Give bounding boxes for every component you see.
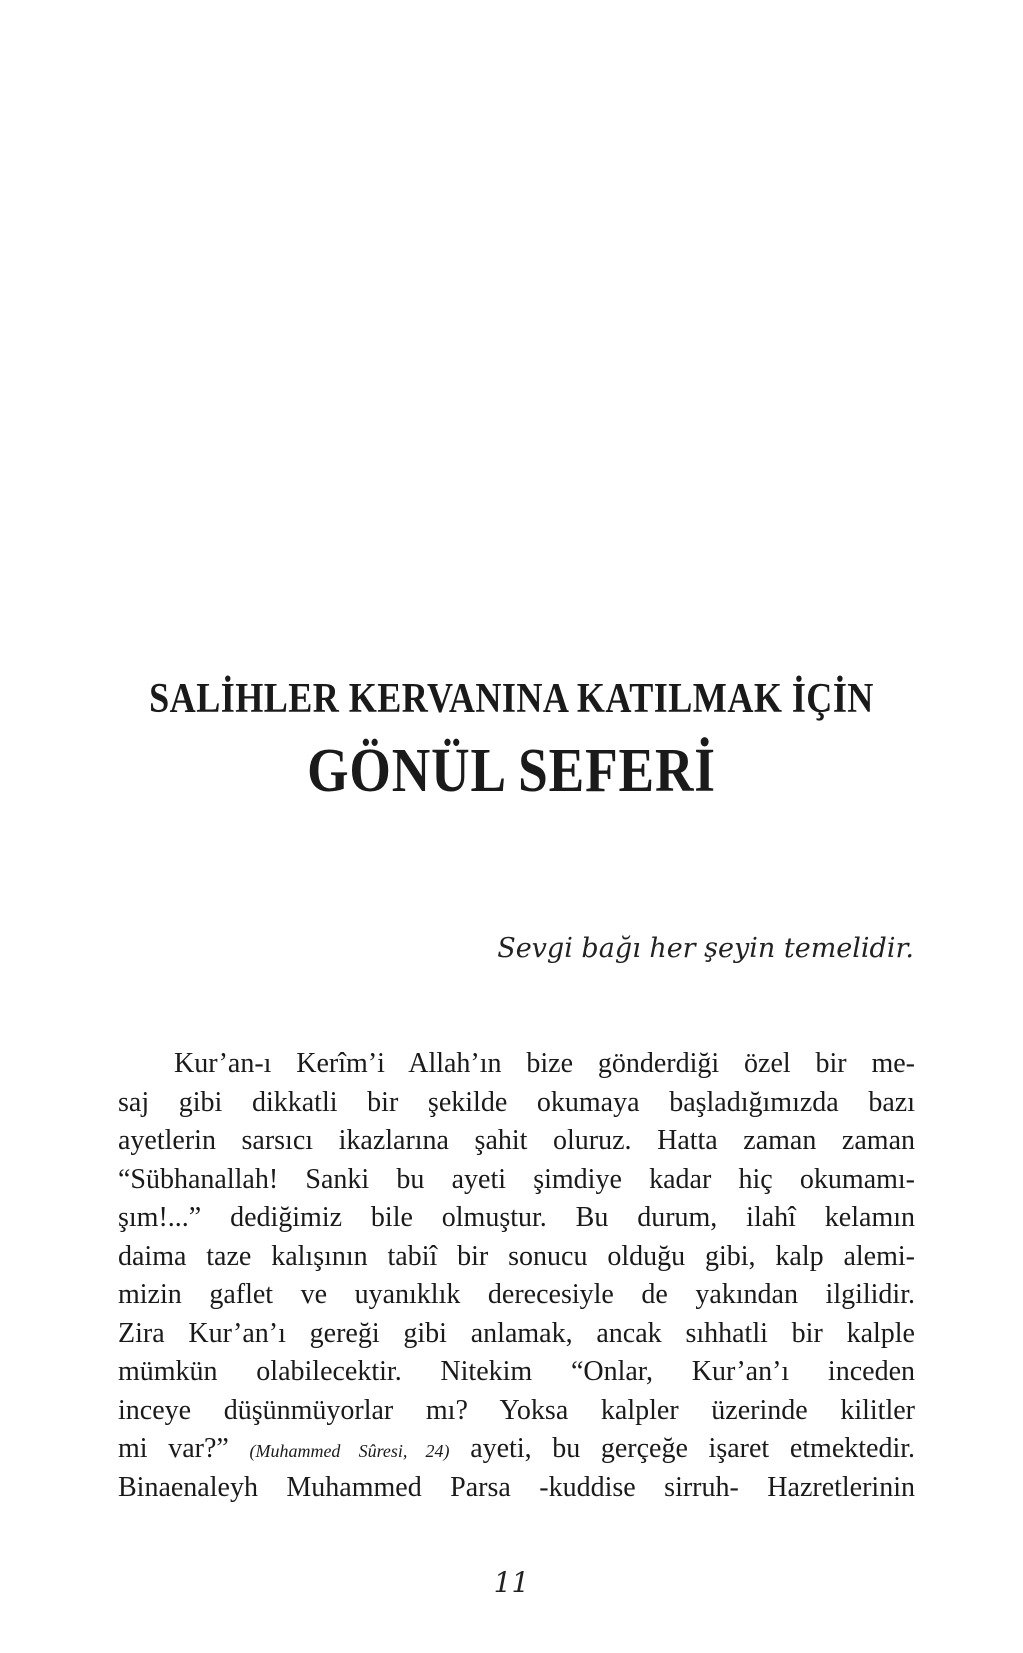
body-line: Kur’an-ı Kerîm’i Allah’ın bize gönderdiği özel bir me- (174, 1048, 915, 1079)
body-line: ayetlerin sarsıcı ikazlarına şahit oluruz. Hatta zaman zaman (118, 1125, 915, 1156)
verse-reference: (Muhammed Sûresi, 24) (249, 1441, 450, 1461)
body-line: şım!...” dediğimiz bile olmuştur. Bu durum, ilahî kelamın (118, 1202, 915, 1233)
chapter-title-line-2: GÖNÜL SEFERİ (307, 737, 716, 805)
chapter-title-line-1: SALİHLER KERVANINA KATILMAK İÇİN (149, 676, 874, 722)
page-number: 11 (493, 1566, 530, 1599)
body-line: mümkün olabilecektir. Nitekim “Onlar, Kur’an’ı inceden (118, 1356, 915, 1387)
body-text-segment: mi var?” (118, 1433, 229, 1464)
body-text-segment: ayeti, bu gerçeğe işaret etmektedir. (470, 1433, 916, 1464)
body-line (118, 1430, 915, 1469)
body-paragraph (118, 1045, 915, 1507)
body-line: Binaenaleyh Muhammed Parsa -kuddise sirruh- Hazretlerinin (118, 1471, 915, 1503)
body-line: Zira Kur’an’ı gereği gibi anlamak, ancak sıhhatli bir kalple (118, 1317, 915, 1349)
body-line: saj gibi dikkatli bir şekilde okumaya başladığımızda bazı (118, 1086, 915, 1118)
body-line: inceye düşünmüyorlar mı? Yoksa kalpler üzerinde kilitler (118, 1394, 915, 1426)
epigraph: Sevgi bağı her şeyin temelidir. (497, 933, 914, 964)
body-line: “Sübhanallah! Sanki bu ayeti şimdiye kadar hiç okumamı- (118, 1163, 915, 1195)
body-line: mizin gaflet ve uyanıklık derecesiyle de yakından ilgilidir. (118, 1279, 915, 1310)
body-line: daima taze kalışının tabiî bir sonucu olduğu gibi, kalp alemi- (118, 1240, 915, 1272)
